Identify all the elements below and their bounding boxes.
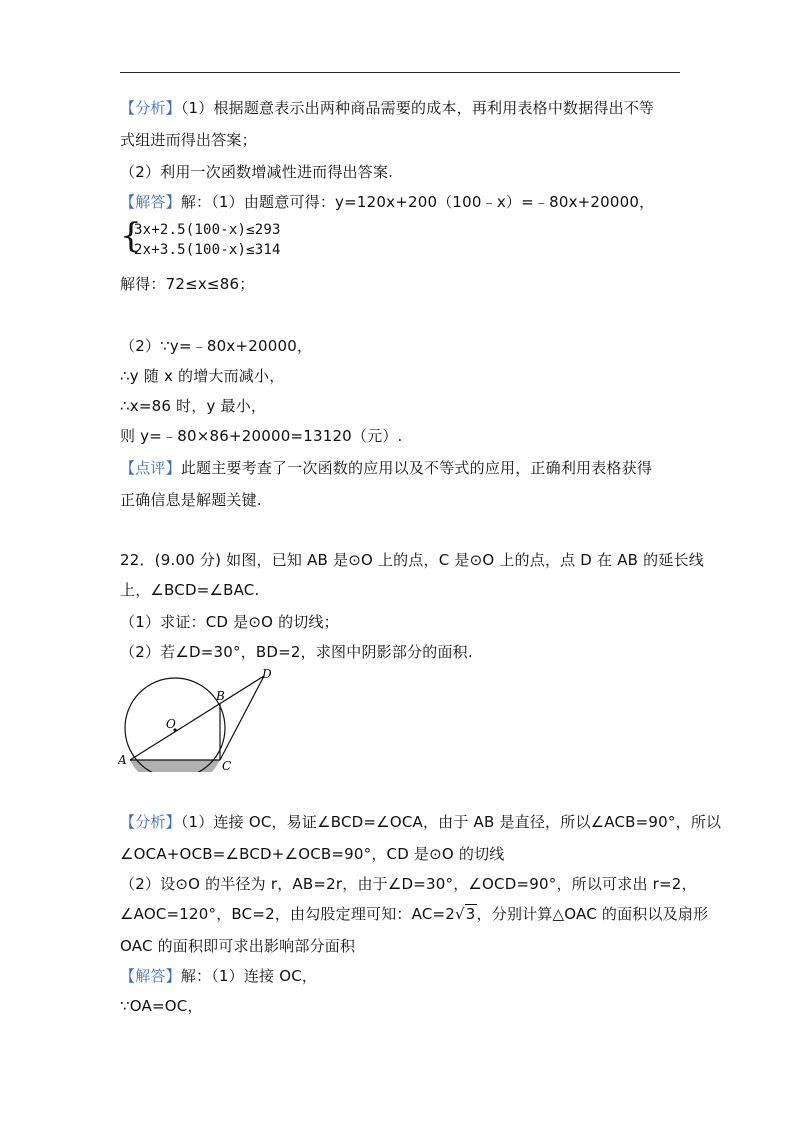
- analysis-line: [120, 904, 708, 924]
- analysis-text: ∠AOC=120°，BC=2，由勾股定理可知：AC=2: [120, 905, 456, 923]
- solution-line: 解得：72≤x≤86；: [120, 275, 255, 293]
- analysis-line: （2）设⊙O 的半径为 r，AB=2r，由于∠D=30°，∠OCD=90°，所以可求出 r=2，: [120, 875, 697, 893]
- solution-line: （2）∵y=﹣80x+20000，: [120, 337, 313, 355]
- label-a: A: [118, 753, 127, 767]
- label-b: B: [216, 689, 225, 703]
- analysis-line: （2）利用一次函数增减性进而得出答案.: [120, 163, 394, 181]
- solution-tag: 【解答】: [120, 193, 181, 211]
- analysis-line: [120, 98, 654, 118]
- analysis-line: ∠OCA+OCB=∠BCD+∠OCB=90°，CD 是⊙O 的切线: [120, 845, 505, 863]
- sqrt-sign: √: [455, 905, 465, 923]
- solution-text: 解：（1）连接 OC，: [180, 967, 318, 985]
- inequality-1: 3x+2.5(100-x)≤293: [134, 222, 281, 238]
- line-ad: [130, 676, 264, 760]
- problem-line: （2）若∠D=30°，BD=2，求图中阴影部分的面积.: [120, 643, 473, 661]
- label-c: C: [222, 759, 232, 772]
- solution-line: [120, 966, 317, 986]
- inequality-2: 2x+3.5(100-x)≤314: [134, 242, 281, 258]
- solution-line: 则 y=﹣80×86+20000=13120（元）.: [120, 427, 403, 445]
- label-o: O: [166, 717, 176, 731]
- sqrt-radicand: 3: [465, 905, 476, 923]
- analysis-text: ，分别计算△OAC 的面积以及扇形: [476, 905, 709, 923]
- analysis-line: 式组进而得出答案；: [120, 131, 257, 149]
- solution-text: 解：（1）由题意可得：y=120x+200（100﹣x）=﹣80x+20000，: [180, 193, 655, 211]
- line-cd: [220, 676, 264, 760]
- analysis-tag: 【分析】: [120, 813, 181, 831]
- problem-line: 上，∠BCD=∠BAC.: [120, 581, 260, 599]
- problem-line: 22．(9.00 分) 如图，已知 AB 是⊙O 上的点，C 是⊙O 上的点，点 D 在 AB 的延长线: [120, 551, 704, 569]
- problem-line: （1）求证：CD 是⊙O 的切线；: [120, 613, 339, 631]
- solution-line: ∴y 随 x 的增大而减小，: [120, 367, 285, 385]
- comment-text: 此题主要考查了一次函数的应用以及不等式的应用，正确利用表格获得: [180, 459, 653, 477]
- comment-tag: 【点评】: [120, 459, 181, 477]
- solution-line: ∵OA=OC，: [120, 997, 203, 1015]
- solution-line: ∴x=86 时，y 最小，: [120, 397, 267, 415]
- analysis-text: （1）连接 OC，易证∠BCD=∠OCA，由于 AB 是直径，所以∠ACB=90°，所以: [180, 813, 722, 831]
- label-d: D: [262, 668, 272, 681]
- analysis-tag: 【分析】: [120, 99, 181, 117]
- solution-line: [120, 192, 654, 212]
- analysis-line: [120, 812, 721, 832]
- solution-tag: 【解答】: [120, 967, 181, 985]
- comment-line: 正确信息是解题关键.: [120, 491, 262, 509]
- analysis-line: OAC 的面积即可求出影响部分面积: [120, 937, 356, 955]
- analysis-text: （1）根据题意表示出两种商品需要的成本，再利用表格中数据得出不等: [180, 99, 655, 117]
- shaded-segment: [130, 760, 220, 772]
- header-rule: [120, 72, 680, 73]
- comment-line: [120, 458, 652, 478]
- geometry-figure: [118, 668, 286, 772]
- system-brace: {: [120, 216, 142, 256]
